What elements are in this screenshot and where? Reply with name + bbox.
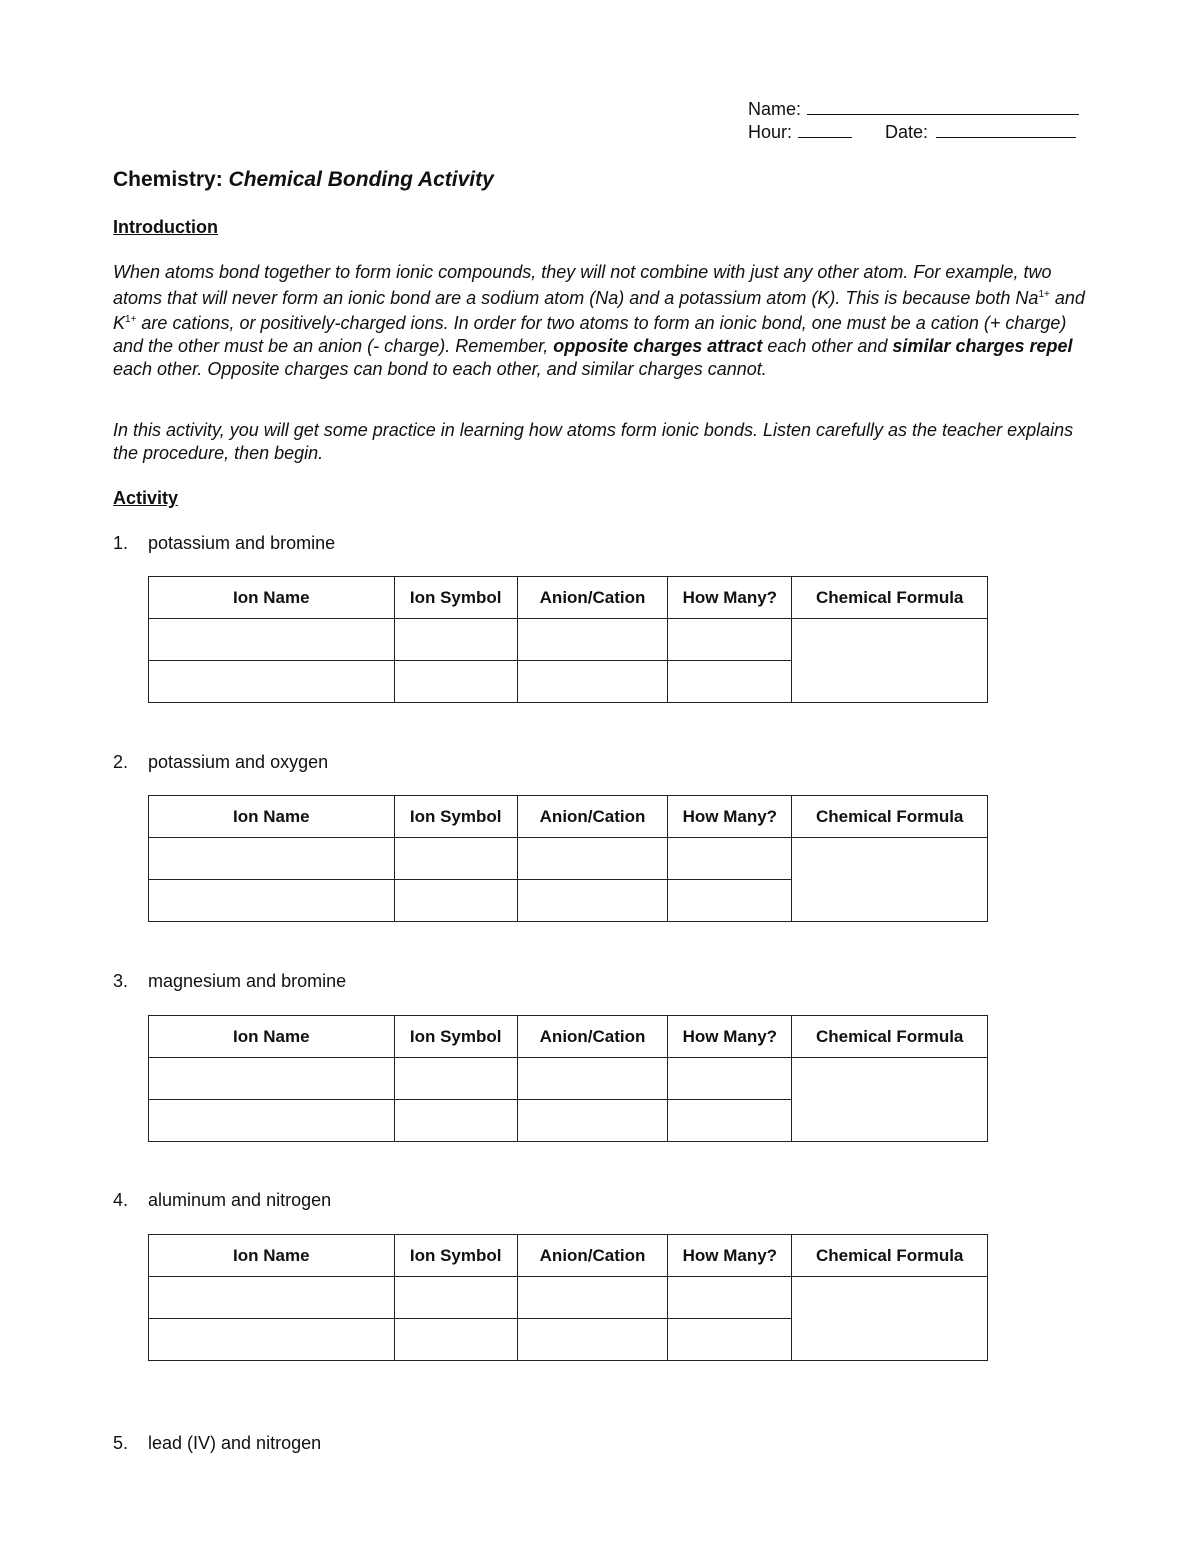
ion-name-cell[interactable] <box>149 661 395 703</box>
hour-label: Hour: <box>748 122 793 142</box>
table-row <box>149 838 988 880</box>
ion-symbol-cell[interactable] <box>394 1100 517 1142</box>
item-label: potassium and bromine <box>148 533 336 553</box>
ion-name-cell[interactable] <box>149 1058 395 1100</box>
header-chemical-formula: Chemical Formula <box>792 796 988 838</box>
title-activity: Chemical Bonding Activity <box>228 168 494 191</box>
ion-symbol-cell[interactable] <box>394 1277 517 1319</box>
table-header-row <box>149 1235 988 1277</box>
anion-cation-cell[interactable] <box>517 619 667 661</box>
hour-date-line <box>748 121 1079 144</box>
ion-table-4 <box>148 1234 988 1361</box>
header-how-many: How Many? <box>668 796 792 838</box>
chemical-formula-cell[interactable] <box>792 619 988 703</box>
anion-cation-cell[interactable] <box>517 1277 667 1319</box>
k-charge: 1+ <box>125 314 137 326</box>
ion-symbol-cell[interactable] <box>394 1058 517 1100</box>
ion-symbol-cell[interactable] <box>394 661 517 703</box>
student-info-block <box>748 98 1079 144</box>
header-ion-symbol: Ion Symbol <box>394 577 517 619</box>
hour-field[interactable] <box>798 121 852 138</box>
header-anion-cation: Anion/Cation <box>517 1016 667 1058</box>
name-line <box>748 98 1079 121</box>
header-anion-cation: Anion/Cation <box>517 796 667 838</box>
how-many-cell[interactable] <box>668 880 792 922</box>
header-chemical-formula: Chemical Formula <box>792 1235 988 1277</box>
activity-item-3 <box>113 971 346 992</box>
ion-name-cell[interactable] <box>149 838 395 880</box>
activity-instructions-paragraph: In this activity, you will get some practice in learning how atoms form ionic bonds. Listen carefully as the teacher explains the procedure, then begin. <box>113 420 1074 463</box>
item-label: magnesium and bromine <box>148 971 347 991</box>
header-ion-symbol: Ion Symbol <box>394 1016 517 1058</box>
header-ion-name: Ion Name <box>149 796 395 838</box>
header-chemical-formula: Chemical Formula <box>792 577 988 619</box>
ion-name-cell[interactable] <box>149 1319 395 1361</box>
anion-cation-cell[interactable] <box>517 661 667 703</box>
introduction-paragraph <box>113 261 1088 381</box>
ion-symbol-cell[interactable] <box>394 1319 517 1361</box>
chemical-formula-cell[interactable] <box>792 1058 988 1142</box>
how-many-cell[interactable] <box>668 1277 792 1319</box>
how-many-cell[interactable] <box>668 1100 792 1142</box>
header-ion-name: Ion Name <box>149 1235 395 1277</box>
header-anion-cation: Anion/Cation <box>517 577 667 619</box>
name-field[interactable] <box>807 98 1079 115</box>
item-number: 2. <box>113 752 129 772</box>
date-field[interactable] <box>936 121 1076 138</box>
table-row <box>149 619 988 661</box>
header-ion-symbol: Ion Symbol <box>394 1235 517 1277</box>
ion-name-cell[interactable] <box>149 619 395 661</box>
ion-name-cell[interactable] <box>149 1100 395 1142</box>
activity-heading: Activity <box>113 488 179 508</box>
ion-symbol-cell[interactable] <box>394 880 517 922</box>
activity-item-1 <box>113 533 335 554</box>
ion-table-3 <box>148 1015 988 1142</box>
chemical-formula-cell[interactable] <box>792 838 988 922</box>
anion-cation-cell[interactable] <box>517 1100 667 1142</box>
header-how-many: How Many? <box>668 1235 792 1277</box>
how-many-cell[interactable] <box>668 619 792 661</box>
ion-symbol-cell[interactable] <box>394 619 517 661</box>
header-ion-name: Ion Name <box>149 577 395 619</box>
intro-text-5: each other. Opposite charges can bond to each other, and similar charges cannot. <box>113 358 767 379</box>
header-how-many: How Many? <box>668 1016 792 1058</box>
date-label: Date: <box>885 122 929 142</box>
item-number: 3. <box>113 971 129 991</box>
item-number: 4. <box>113 1190 129 1210</box>
intro-text-1: When atoms bond together to form ionic compounds, they will not combine with just any other atom. For example, two atoms that will never form an ionic bond are a sodium atom (Na) and a potassium atom (K). This is because both Na <box>113 262 1052 308</box>
name-label: Name: <box>748 99 802 119</box>
header-ion-name: Ion Name <box>149 1016 395 1058</box>
how-many-cell[interactable] <box>668 1058 792 1100</box>
intro-text-4: each other and <box>762 336 893 357</box>
table-header-row <box>149 796 988 838</box>
how-many-cell[interactable] <box>668 838 792 880</box>
how-many-cell[interactable] <box>668 661 792 703</box>
ion-name-cell[interactable] <box>149 1277 395 1319</box>
ion-table-2 <box>148 795 988 922</box>
page-title <box>113 168 494 192</box>
intro-text-3: are cations, or positively-charged ions. In order for two atoms to form an ionic bond, one must be a cation (+ charge) and the other must be an anion (- charge). Remember, <box>113 313 1067 357</box>
table-row <box>149 1277 988 1319</box>
table-header-row <box>149 577 988 619</box>
item-label: potassium and oxygen <box>148 752 329 772</box>
bold-similar-charges: similar charges repel <box>892 336 1073 357</box>
chemical-formula-cell[interactable] <box>792 1277 988 1361</box>
how-many-cell[interactable] <box>668 1319 792 1361</box>
header-anion-cation: Anion/Cation <box>517 1235 667 1277</box>
anion-cation-cell[interactable] <box>517 880 667 922</box>
activity-item-5 <box>113 1433 321 1454</box>
item-number: 5. <box>113 1433 129 1453</box>
bold-opposite-charges: opposite charges attract <box>553 336 763 357</box>
activity-item-4 <box>113 1190 331 1211</box>
ion-table-1 <box>148 576 988 703</box>
anion-cation-cell[interactable] <box>517 838 667 880</box>
activity-item-2 <box>113 752 328 773</box>
header-how-many: How Many? <box>668 577 792 619</box>
introduction-heading: Introduction <box>113 217 218 237</box>
ion-name-cell[interactable] <box>149 880 395 922</box>
header-ion-symbol: Ion Symbol <box>394 796 517 838</box>
item-number: 1. <box>113 533 129 553</box>
table-row <box>149 1058 988 1100</box>
intro-text-2: and K <box>113 287 1085 334</box>
anion-cation-cell[interactable] <box>517 1058 667 1100</box>
anion-cation-cell[interactable] <box>517 1319 667 1361</box>
title-subject: Chemistry: <box>113 168 223 191</box>
table-header-row <box>149 1016 988 1058</box>
item-label: aluminum and nitrogen <box>148 1190 332 1210</box>
header-chemical-formula: Chemical Formula <box>792 1016 988 1058</box>
ion-symbol-cell[interactable] <box>394 838 517 880</box>
item-label: lead (IV) and nitrogen <box>148 1433 322 1453</box>
na-charge: 1+ <box>1038 288 1050 300</box>
